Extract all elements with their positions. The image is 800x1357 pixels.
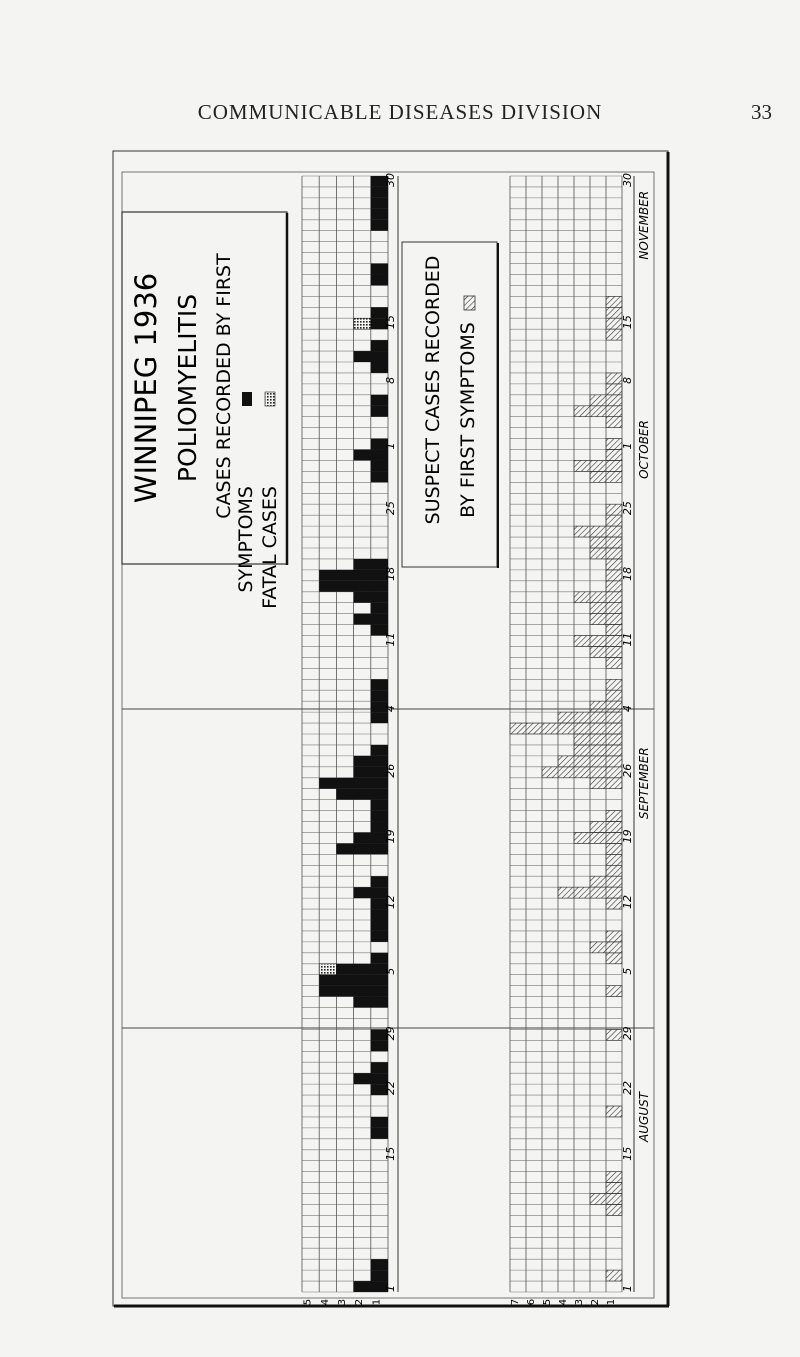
suspect-bar — [606, 865, 622, 876]
date-label-right: 19 — [621, 829, 634, 844]
recorded-bar — [371, 274, 388, 285]
date-label-left: 25 — [384, 501, 397, 516]
suspect-bar — [590, 603, 622, 614]
legend-fatal: FATAL CASES — [259, 486, 281, 609]
suspect-bar — [574, 460, 622, 471]
suspect-bar — [606, 450, 622, 461]
date-label-left: 4 — [384, 705, 397, 713]
date-label-right: 5 — [621, 967, 634, 975]
recorded-bar — [354, 997, 388, 1008]
recorded-bar — [371, 198, 388, 209]
y-tick-right: 1 — [606, 1298, 617, 1306]
suspect-bar — [590, 395, 622, 406]
recorded-bar — [319, 778, 388, 789]
suspect-bar — [606, 570, 622, 581]
suspect-bar — [606, 1204, 622, 1215]
date-label-right: 30 — [621, 172, 634, 187]
y-tick-left: 3 — [337, 1298, 348, 1306]
date-label-left: 11 — [384, 632, 397, 647]
recorded-bar — [371, 1259, 388, 1270]
date-label-left: 12 — [384, 895, 397, 910]
y-tick-left: 5 — [302, 1298, 314, 1306]
date-label-right: 26 — [621, 763, 634, 778]
recorded-bar — [371, 1062, 388, 1073]
suspect-bar — [574, 734, 622, 745]
recorded-bar — [354, 887, 388, 898]
date-label-right: 25 — [621, 501, 634, 516]
date-label-right: 15 — [621, 315, 634, 330]
suspect-bar — [606, 296, 622, 307]
date-label-right: 4 — [621, 705, 634, 713]
recorded-bar — [371, 406, 388, 417]
month-label: OCTOBER — [637, 420, 651, 479]
recorded-bar — [319, 570, 388, 581]
suspect-bar — [558, 887, 622, 898]
suspect-bar — [606, 811, 622, 822]
suspect-bar — [606, 1270, 622, 1281]
suspect-bar — [606, 986, 622, 997]
recorded-bar — [371, 209, 388, 220]
date-label-right: 15 — [621, 1146, 634, 1161]
suspect-bar — [574, 406, 622, 417]
y-tick-right: 7 — [510, 1298, 521, 1306]
suspect-bar — [606, 329, 622, 340]
suspect-bar — [606, 690, 622, 701]
legend-recorded-line1: CASES RECORDED BY FIRST — [213, 253, 235, 519]
legend-suspect-line1: SUSPECT CASES RECORDED — [422, 255, 444, 525]
suspect-bar — [590, 646, 622, 657]
recorded-bar — [371, 909, 388, 920]
recorded-bar — [371, 1117, 388, 1128]
recorded-bar — [371, 745, 388, 756]
recorded-bar — [371, 800, 388, 811]
suspect-bar — [574, 592, 622, 603]
date-label-left: 8 — [384, 376, 397, 384]
y-tick-right: 3 — [574, 1298, 585, 1306]
y-tick-left: 1 — [371, 1298, 383, 1306]
chart-title: WINNIPEG 1936 — [129, 272, 163, 504]
recorded-bar — [354, 1281, 388, 1292]
recorded-bar — [354, 1073, 388, 1084]
suspect-bar — [574, 745, 622, 756]
recorded-bar — [354, 559, 388, 570]
suspect-bar — [590, 614, 622, 625]
legend-dotted-swatch — [265, 392, 275, 406]
recorded-bar — [354, 767, 388, 778]
date-label-left: 30 — [384, 172, 397, 187]
chart-subtitle: POLIOMYELITIS — [173, 293, 202, 483]
suspect-bar — [606, 953, 622, 964]
suspect-bar — [590, 701, 622, 712]
suspect-bar — [574, 832, 622, 843]
date-label-right: 29 — [621, 1026, 634, 1041]
recorded-bar — [319, 986, 388, 997]
suspect-bar — [606, 931, 622, 942]
recorded-bar — [336, 789, 388, 800]
suspect-bar — [606, 657, 622, 668]
suspect-bar — [510, 723, 622, 734]
recorded-bar — [371, 1040, 388, 1051]
suspect-legend-box — [402, 242, 497, 567]
page-number: 33 — [751, 100, 772, 124]
recorded-bar — [371, 876, 388, 887]
suspect-bar — [558, 756, 622, 767]
recorded-bar — [371, 953, 388, 964]
recorded-bar — [336, 843, 388, 854]
suspect-bar — [606, 854, 622, 865]
y-tick-right: 5 — [542, 1298, 553, 1306]
recorded-bar — [371, 220, 388, 231]
month-label: AUGUST — [637, 1091, 651, 1142]
suspect-bar — [590, 1194, 622, 1205]
suspect-bar — [590, 537, 622, 548]
date-label-left: 22 — [384, 1081, 397, 1096]
recorded-bar — [371, 603, 388, 614]
y-tick-left: 2 — [354, 1298, 366, 1306]
date-label-left: 26 — [384, 763, 397, 778]
suspect-bar — [606, 1183, 622, 1194]
date-label-right: 11 — [621, 632, 634, 647]
date-label-left: 1 — [384, 442, 397, 450]
recorded-bar — [354, 756, 388, 767]
suspect-bar — [606, 515, 622, 526]
recorded-bar — [371, 187, 388, 198]
suspect-bar — [606, 898, 622, 909]
suspect-bar — [574, 526, 622, 537]
date-label-right: 12 — [621, 895, 634, 910]
recorded-bar — [371, 264, 388, 275]
y-tick-right: 2 — [590, 1298, 601, 1306]
date-label-left: 29 — [384, 1026, 397, 1041]
suspect-bar — [590, 778, 622, 789]
suspect-bar — [606, 1106, 622, 1117]
date-label-left: 19 — [384, 829, 397, 844]
date-label-right: 1 — [621, 1285, 634, 1292]
y-tick-right: 6 — [526, 1298, 537, 1306]
recorded-bar — [371, 340, 388, 351]
fatal-bar — [354, 318, 371, 329]
suspect-bar — [606, 439, 622, 450]
suspect-bar — [574, 636, 622, 647]
date-label-left: 1 — [384, 1285, 397, 1292]
month-label: SEPTEMBER — [637, 747, 651, 820]
suspect-bar — [558, 712, 622, 723]
recorded-bar — [354, 614, 388, 625]
recorded-bar — [371, 471, 388, 482]
recorded-bar — [354, 351, 388, 362]
recorded-bar — [371, 679, 388, 690]
recorded-bar — [371, 1270, 388, 1281]
recorded-bar — [319, 581, 388, 592]
recorded-bar — [319, 975, 388, 986]
suspect-bar — [606, 417, 622, 428]
page-title: COMMUNICABLE DISEASES DIVISION — [197, 100, 603, 124]
suspect-bar — [590, 876, 622, 887]
recorded-bar — [371, 931, 388, 942]
date-label-right: 8 — [621, 376, 634, 384]
legend-suspect-line2: BY FIRST SYMPTOMS — [457, 322, 479, 518]
recorded-bar — [354, 832, 388, 843]
recorded-bar — [371, 920, 388, 931]
suspect-bar — [542, 767, 622, 778]
y-tick-left: 4 — [319, 1298, 331, 1306]
recorded-bar — [354, 592, 388, 603]
suspect-bar — [606, 559, 622, 570]
date-label-right: 18 — [621, 566, 634, 581]
month-label: NOVEMBER — [637, 190, 651, 260]
legend-hatched-swatch — [464, 296, 475, 310]
suspect-bar — [606, 843, 622, 854]
recorded-bar — [336, 964, 388, 975]
suspect-bar — [606, 373, 622, 384]
suspect-bar — [590, 471, 622, 482]
date-label-right: 22 — [621, 1081, 634, 1096]
legend-recorded-line2: SYMPTOMS — [235, 486, 257, 593]
date-label-left: 15 — [384, 315, 397, 330]
suspect-bar — [606, 307, 622, 318]
suspect-bar — [606, 581, 622, 592]
date-label-left: 5 — [384, 967, 397, 975]
suspect-bar — [606, 318, 622, 329]
suspect-bar — [606, 625, 622, 636]
recorded-bar — [371, 1128, 388, 1139]
suspect-bar — [590, 822, 622, 833]
fatal-bar — [319, 964, 336, 975]
legend-solid-swatch — [242, 392, 252, 406]
recorded-bar — [371, 362, 388, 373]
date-label-left: 18 — [384, 566, 397, 581]
suspect-bar — [606, 384, 622, 395]
date-label-right: 1 — [621, 442, 634, 450]
suspect-bar — [606, 1172, 622, 1183]
suspect-bar — [590, 548, 622, 559]
y-tick-right: 4 — [558, 1298, 569, 1306]
recorded-bar — [371, 712, 388, 723]
recorded-bar — [354, 450, 388, 461]
date-label-left: 15 — [384, 1146, 397, 1161]
suspect-bar — [606, 504, 622, 515]
suspect-bar — [606, 679, 622, 690]
recorded-bar — [371, 395, 388, 406]
suspect-bar — [606, 1029, 622, 1040]
suspect-bar — [590, 942, 622, 953]
recorded-bar — [371, 690, 388, 701]
recorded-bar — [371, 811, 388, 822]
recorded-bar — [371, 460, 388, 471]
